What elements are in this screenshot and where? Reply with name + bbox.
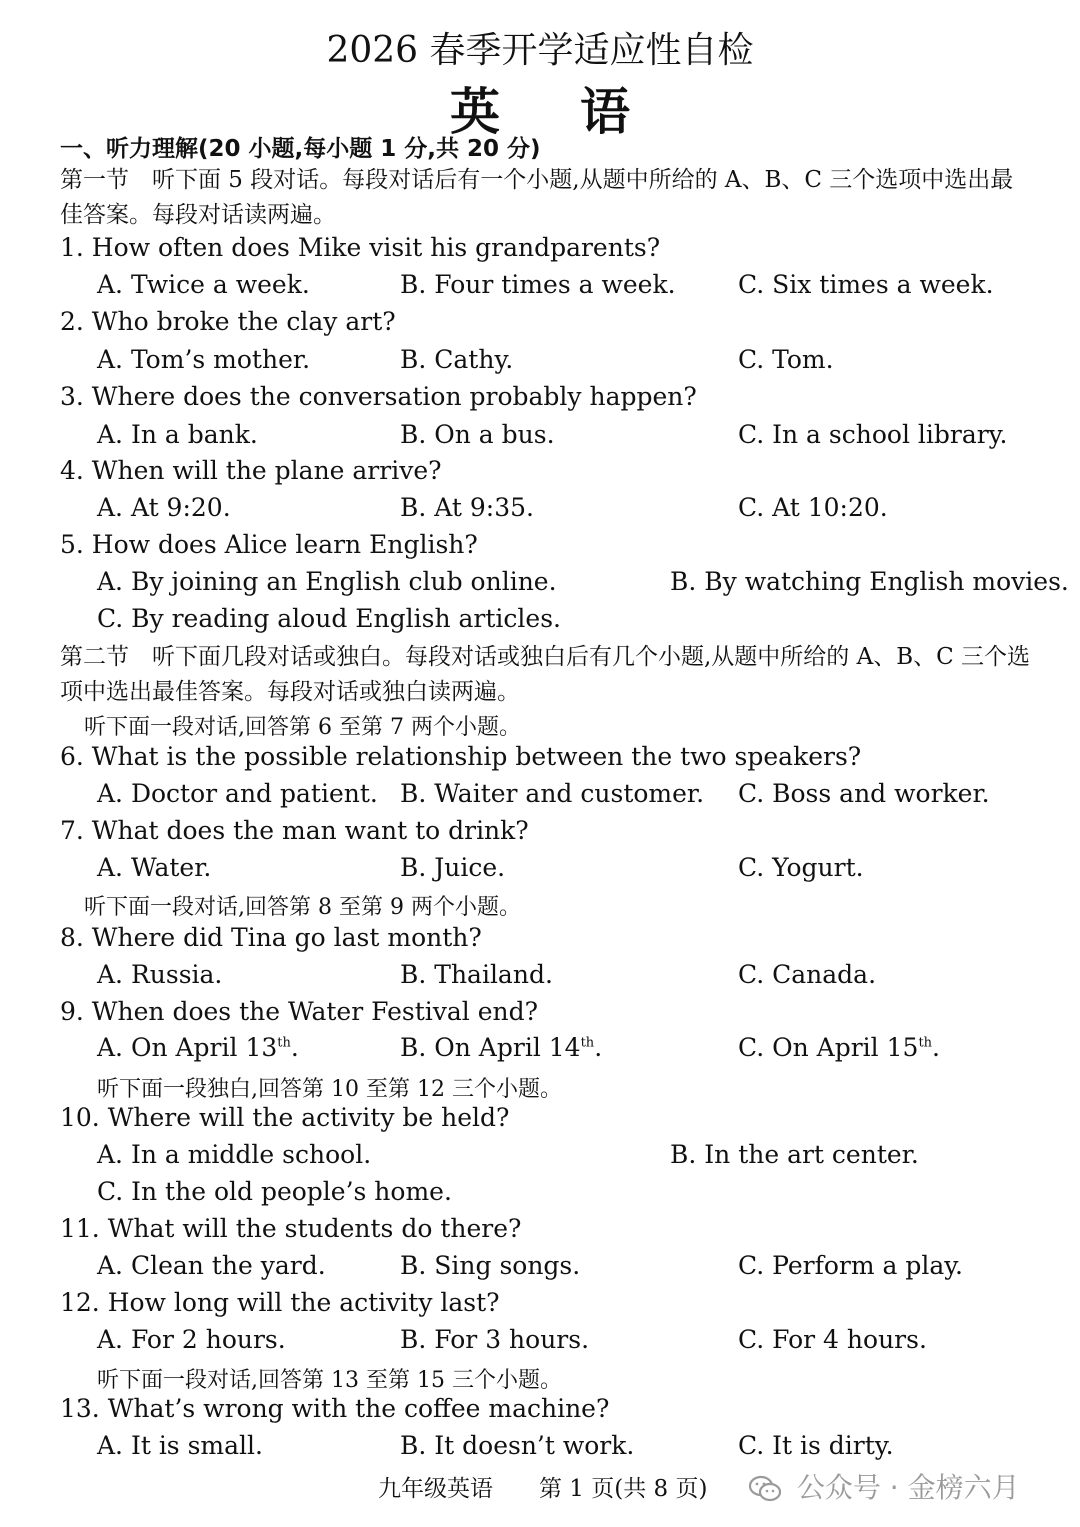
option-b [400,779,704,808]
wechat-icon [748,1475,782,1503]
option-text: C. On April 15 [738,1033,919,1062]
option-text: B. By watching English movies. [670,567,1069,596]
option-c [97,1177,452,1206]
option-c [738,1325,927,1354]
question-stem: 3. Where does the conversation probably happen? [60,382,697,411]
option-a [97,420,258,449]
question-stem: 4. When will the plane arrive? [60,456,442,485]
option-a [97,960,222,989]
question-stem: 10. Where will the activity be held? [60,1103,510,1132]
option-text: A. On April 13 [97,1033,278,1062]
question-stem: 13. What’s wrong with the coffee machine? [60,1394,610,1423]
option-b [400,1325,589,1354]
option-a [97,493,231,522]
watermark [748,1466,1020,1506]
option-text: A. For 2 hours. [97,1325,286,1354]
option-text: A. At 9:20. [97,493,231,522]
option-text: B. It doesn’t work. [400,1431,635,1460]
option-b [400,1431,634,1460]
option-c [97,604,561,633]
ordinal-suffix: th [277,1035,291,1051]
option-a [97,1140,371,1169]
option-b: B. On April 14th. [400,1033,603,1062]
section1-instruction: 第一节 听下面 5 段对话。每段对话后有一个小题,从题中所给的 A、B、C 三个选项中选出最佳答案。每段对话读两遍。 [60,167,1014,228]
option-text: C. Six times a week. [738,270,994,299]
option-b [400,960,553,989]
option-b [400,270,676,299]
option-b [670,567,1069,596]
option-a [97,345,310,374]
option-c [738,960,876,989]
option-c [738,345,834,374]
option-text: A. Clean the yard. [97,1251,326,1280]
option-text: B. On a bus. [400,420,555,449]
option-b [400,345,513,374]
option-text: C. For 4 hours. [738,1325,927,1354]
option-text: B. Waiter and customer. [400,779,705,808]
listening-note: 听下面一段对话,回答第 13 至第 15 三个小题。 [97,1368,562,1393]
option-a [97,1251,326,1280]
option-text: B. In the art center. [670,1140,919,1169]
listening-note: 听下面一段对话,回答第 8 至第 9 两个小题。 [84,895,521,920]
listening-note: 听下面一段独白,回答第 10 至第 12 三个小题。 [97,1077,562,1102]
option-c [738,493,888,522]
option-text: B. Sing songs. [400,1251,581,1280]
option-text: C. Canada. [738,960,877,989]
option-text: B. Four times a week. [400,270,676,299]
option-text: A. It is small. [97,1431,263,1460]
option-text: A. In a bank. [97,420,258,449]
option-a [97,1431,263,1460]
option-text: B. Thailand. [400,960,553,989]
option-text: B. At 9:35. [400,493,534,522]
question-stem: 9. When does the Water Festival end? [60,997,539,1026]
question-stem: 7. What does the man want to drink? [60,816,529,845]
question-stem: 2. Who broke the clay art? [60,307,396,336]
option-text: C. In a school library. [738,420,1008,449]
option-text: C. Yogurt. [738,853,864,882]
option-text: A. Tom’s mother. [97,345,311,374]
option-b [400,420,555,449]
ordinal-suffix: th [918,1035,933,1051]
option-text: A. Water. [97,853,212,882]
option-text: B. On April 14 [400,1033,581,1062]
option-text: A. Doctor and patient. [97,779,378,808]
option-text: A. Russia. [97,960,223,989]
question-stem: 1. How often does Mike visit his grandparents? [60,233,661,262]
option-text: B. Cathy. [400,345,514,374]
option-c [738,1431,894,1460]
exam-subject: 英语 [450,82,710,141]
watermark-text: 公众号 · 金榜六月 [796,1471,1020,1504]
option-text: C. In the old people’s home. [97,1177,452,1206]
ordinal-suffix: th [580,1035,595,1051]
part-heading: 一、听力理解(20 小题,每小题 1 分,共 20 分) [60,136,541,162]
option-text: C. Boss and worker. [738,779,990,808]
page-footer: 九年级英语 第 1 页(共 8 页) [378,1476,708,1502]
option-a [97,1325,286,1354]
option-text: B. Juice. [400,853,506,882]
exam-title: 2026 春季开学适应性自检 [326,30,754,71]
option-text: C. Perform a play. [738,1251,963,1280]
option-text: B. For 3 hours. [400,1325,590,1354]
question-stem: 5. How does Alice learn English? [60,530,478,559]
option-text: C. By reading aloud English articles. [97,604,561,633]
option-b [400,493,534,522]
option-c [738,420,1007,449]
option-c [738,270,994,299]
question-stem: 6. What is the possible relationship between the two speakers? [60,742,862,771]
option-b [400,1251,580,1280]
option-a [97,853,211,882]
option-b [400,853,505,882]
option-text: C. It is dirty. [738,1431,894,1460]
option-c [738,853,864,882]
option-text: C. Tom. [738,345,834,374]
question-stem: 8. Where did Tina go last month? [60,923,482,952]
question-stem: 11. What will the students do there? [60,1214,522,1243]
listening-note: 听下面一段对话,回答第 6 至第 7 两个小题。 [84,715,521,740]
option-a [97,779,378,808]
option-text: A. Twice a week. [97,270,310,299]
option-text: C. At 10:20. [738,493,888,522]
option-a: A. On April 13th. [97,1033,299,1062]
option-a [97,270,310,299]
option-c [738,779,990,808]
option-a [97,567,557,596]
option-text: A. By joining an English club online. [97,567,557,596]
option-text: A. In a middle school. [97,1140,372,1169]
option-c [738,1251,963,1280]
option-b [670,1140,919,1169]
section2-instruction: 第二节 听下面几段对话或独白。每段对话或独白后有几个小题,从题中所给的 A、B、C 三个选项中选出最佳答案。每段对话或独白读两遍。 [60,644,1031,705]
question-stem: 12. How long will the activity last? [60,1288,500,1317]
option-c: C. On April 15th. [738,1033,940,1062]
